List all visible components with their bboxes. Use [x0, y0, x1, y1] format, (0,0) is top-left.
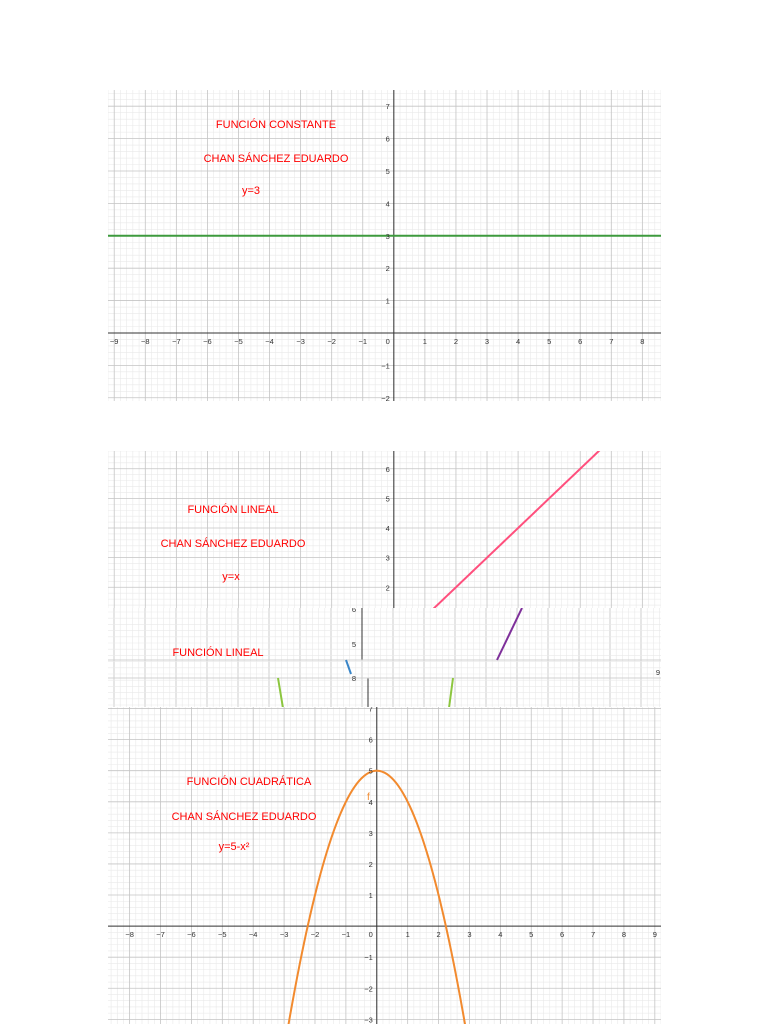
- title-linear-fragment: FUNCIÓN LINEAL: [172, 647, 264, 659]
- x-tick-label: −1: [341, 930, 351, 940]
- y-tick-label: 2: [385, 583, 390, 593]
- graph-linear-plot: [108, 451, 661, 608]
- y-tick-label: 6: [368, 735, 373, 745]
- y-tick-label: 7: [368, 707, 373, 714]
- fragment-tick-label: 5: [351, 640, 356, 649]
- x-tick-label: −1: [358, 336, 368, 346]
- x-tick-label: −6: [187, 930, 196, 940]
- x-tick-label: 1: [405, 930, 410, 940]
- y-tick-label: 4: [385, 199, 390, 209]
- x-tick-label: 6: [560, 930, 565, 940]
- x-tick-label: −4: [265, 336, 274, 346]
- x-tick-label: 4: [516, 336, 521, 346]
- y-tick-label: 6: [385, 134, 390, 144]
- y-tick-label: 3: [368, 828, 373, 838]
- author-label: CHAN SÁNCHEZ EDUARDO: [203, 153, 349, 165]
- x-tick-label: 8: [621, 930, 627, 940]
- y-tick-label: 7: [385, 102, 390, 112]
- x-tick-label: 1: [422, 336, 427, 346]
- x-tick-label: −3: [279, 930, 289, 940]
- y-tick-label: 5: [368, 766, 373, 776]
- x-tick-label: −3: [296, 336, 305, 346]
- x-tick-label: −2: [310, 930, 320, 940]
- graph-linear: [108, 451, 661, 608]
- x-tick-label: 9: [652, 930, 657, 940]
- y-tick-label: 4: [368, 797, 373, 807]
- graph-fragment-plot: [108, 608, 661, 708]
- x-tick-label: 5: [547, 336, 552, 346]
- fragment-series-green-right: [449, 678, 453, 708]
- graph-fragment: [108, 608, 661, 708]
- fragment-tick-label: 9: [655, 668, 660, 677]
- origin-label: 0: [368, 930, 373, 940]
- x-tick-label: −7: [156, 930, 165, 940]
- graph-constant: [108, 90, 661, 401]
- y-tick-label: 5: [385, 494, 390, 504]
- y-tick-label: −1: [364, 953, 373, 963]
- y-tick-label: 5: [385, 166, 390, 176]
- x-tick-label: −8: [140, 336, 150, 346]
- y-tick-label: 3: [385, 553, 390, 563]
- graph-constant-plot: [108, 90, 661, 401]
- y-tick-label: 1: [385, 296, 390, 306]
- x-tick-label: 4: [498, 930, 503, 940]
- title-quadratic: FUNCIÓN CUADRÁTICA: [186, 776, 312, 788]
- x-tick-label: −4: [248, 930, 258, 940]
- y-tick-label: 2: [368, 859, 373, 869]
- series-line: [108, 771, 661, 1024]
- y-tick-label: 1: [368, 891, 373, 901]
- y-tick-label: −3: [364, 1015, 373, 1024]
- x-tick-label: 8: [640, 336, 645, 346]
- graph-quadratic-plot: [108, 707, 661, 1024]
- author-label: CHAN SÁNCHEZ EDUARDO: [171, 811, 317, 823]
- x-tick-label: 2: [453, 336, 459, 346]
- fragment-series-purple: [497, 608, 522, 660]
- x-tick-label: 7: [609, 336, 614, 346]
- curve-label-f: f: [367, 792, 370, 803]
- y-tick-label: 6: [385, 464, 390, 474]
- equation-label: y=5-x²: [218, 841, 250, 853]
- graph-quadratic: [108, 707, 661, 1024]
- x-tick-label: −8: [125, 930, 134, 940]
- y-tick-label: −2: [381, 393, 390, 401]
- author-label: CHAN SÁNCHEZ EDUARDO: [160, 538, 306, 550]
- x-tick-label: 5: [529, 930, 534, 940]
- title-constant: FUNCIÓN CONSTANTE: [215, 119, 337, 131]
- equation-label: y=x: [222, 571, 240, 583]
- fragment-tick-label: 6: [351, 608, 356, 614]
- fragment-tick-label: 8: [351, 674, 356, 683]
- x-tick-label: −6: [203, 336, 212, 346]
- x-tick-label: 3: [467, 930, 472, 940]
- origin-label: 0: [385, 336, 390, 346]
- x-tick-label: −5: [218, 930, 227, 940]
- x-tick-label: −5: [234, 336, 243, 346]
- y-tick-label: 4: [385, 524, 390, 534]
- title-linear: FUNCIÓN LINEAL: [187, 504, 279, 516]
- y-tick-label: 3: [385, 231, 390, 241]
- x-tick-label: −9: [109, 336, 119, 346]
- fragment-series-blue: [346, 660, 351, 674]
- equation-label: y=3: [241, 185, 261, 197]
- y-tick-label: −1: [381, 361, 390, 371]
- y-tick-label: 2: [385, 264, 390, 274]
- x-tick-label: −2: [327, 336, 336, 346]
- x-tick-label: 2: [436, 930, 441, 940]
- x-tick-label: −7: [172, 336, 181, 346]
- y-tick-label: −2: [364, 984, 373, 994]
- x-tick-label: 6: [578, 336, 583, 346]
- fragment-series-green-left: [278, 678, 283, 708]
- x-tick-label: 3: [484, 336, 490, 346]
- x-tick-label: 7: [590, 930, 596, 940]
